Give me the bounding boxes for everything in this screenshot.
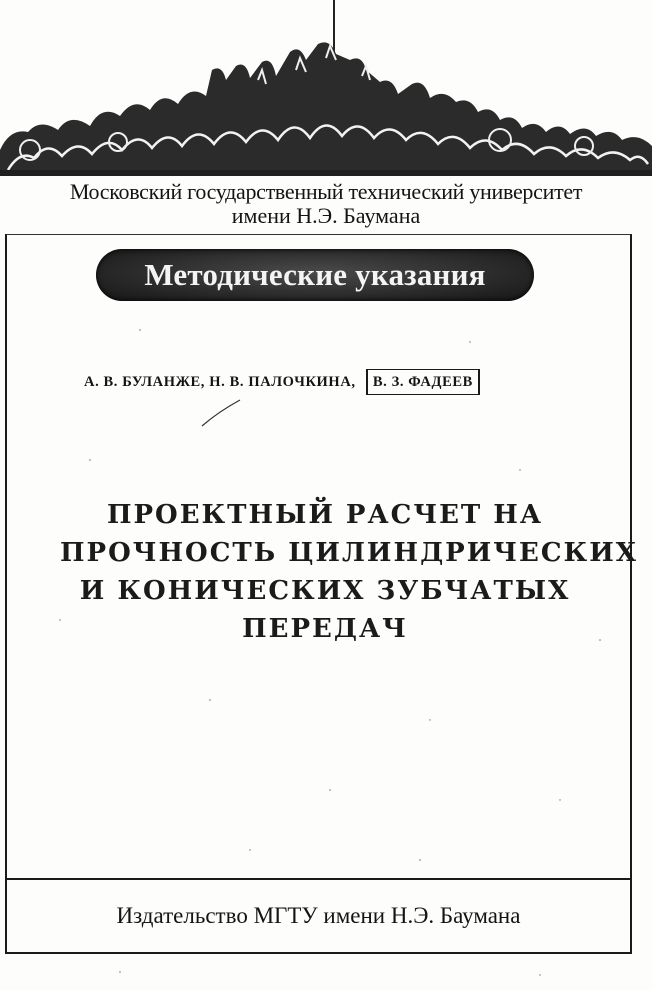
series-label: Методические указания bbox=[144, 257, 486, 292]
pen-stroke-mark bbox=[200, 398, 242, 428]
title-line-3: И КОНИЧЕСКИХ ЗУБЧАТЫХ bbox=[79, 576, 571, 606]
sculpture-frieze-emblem-icon bbox=[0, 0, 652, 180]
title-line-4: ПЕРЕДАЧ bbox=[242, 614, 408, 644]
title-line-1: ПРОЕКТНЫЙ РАСЧЕТ НА bbox=[106, 500, 544, 530]
university-name-line2: имени Н.Э. Баумана bbox=[231, 203, 421, 228]
publisher-name: Издательство МГТУ имени Н.Э. Баумана bbox=[116, 903, 521, 928]
series-banner bbox=[96, 249, 534, 301]
university-name-line1: Московский государственный технический университет bbox=[69, 179, 583, 204]
title-line-2: ПРОЧНОСТЬ ЦИЛИНДРИЧЕСКИХ bbox=[60, 538, 638, 568]
authors-line bbox=[84, 368, 480, 396]
book-title bbox=[60, 496, 638, 648]
author-2: Н. В. ПАЛОЧКИНА, bbox=[209, 374, 356, 390]
author-1: А. В. БУЛАНЖЕ, bbox=[84, 374, 206, 390]
author-3-boxed: В. З. ФАДЕЕВ bbox=[366, 369, 480, 395]
